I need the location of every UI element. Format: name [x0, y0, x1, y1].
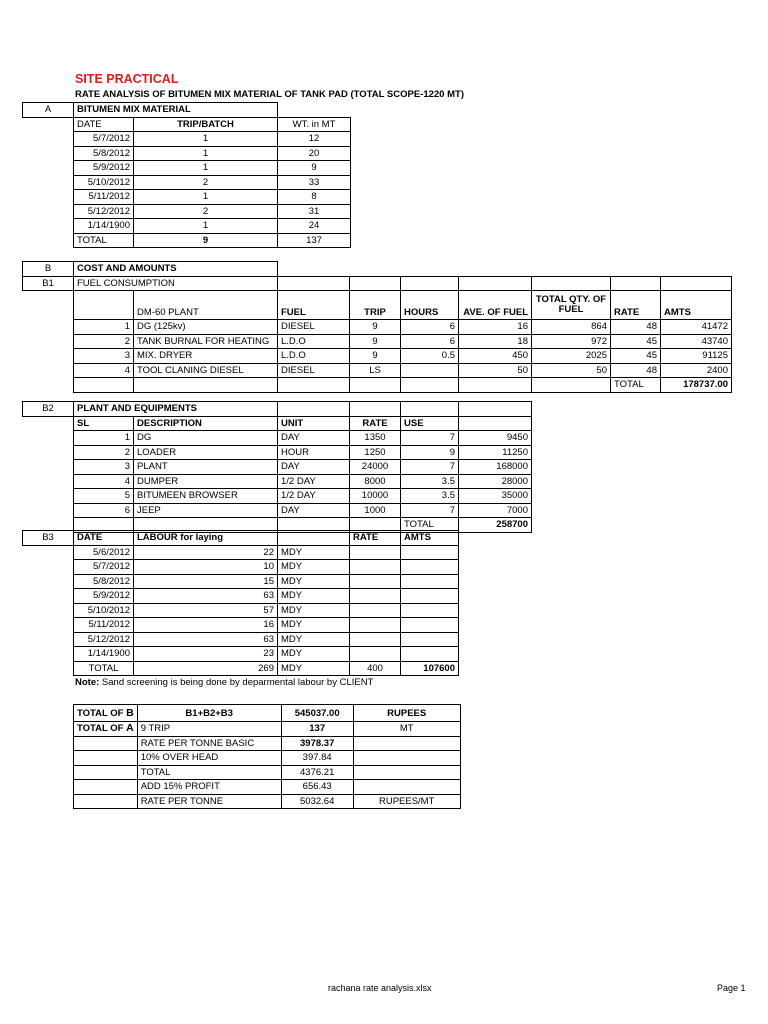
table-row: 6 JEEP DAY 1000 7 7000 [23, 503, 532, 518]
section-a-table [22, 102, 351, 248]
section-b-heading: COST AND AMOUNTS [74, 262, 278, 277]
table-row: 5 BITUMEEN BROWSER 1/2 DAY 10000 3.5 35000 [23, 489, 532, 504]
section-b-code: B [23, 262, 74, 277]
column-header: AMTS [401, 531, 459, 546]
column-header: RATE [350, 531, 401, 546]
column-header: TOTAL QTY. OF FUEL [532, 291, 611, 320]
section-b2-code: B2 [23, 402, 74, 417]
total-row: TOTAL 269 MDY 400 107600 [23, 661, 459, 676]
table-row: 5/10/2012 2 33 [23, 175, 351, 190]
table-row: 5/6/2012 22 MDY [23, 545, 459, 560]
column-header: RATE [350, 416, 401, 431]
section-b1-table [22, 261, 732, 393]
column-header: TRIP/BATCH [134, 117, 278, 132]
table-row: 1 DG (125kv) DIESEL 9 6 16 864 48 41472 [23, 320, 732, 335]
section-b1-code: B1 [23, 276, 74, 291]
table-row: ADD 15% PROFIT 656.43 [74, 780, 461, 795]
total-row: TOTAL 178737.00 [23, 378, 732, 393]
table-row: 2 LOADER HOUR 1250 9 11250 [23, 445, 532, 460]
table-row: 5/10/2012 57 MDY [23, 603, 459, 618]
total-of-a-unit: MT [353, 722, 460, 737]
table-row: 5/11/2012 1 8 [23, 190, 351, 205]
summary-table [73, 704, 461, 809]
table-row: 4 TOOL CLANING DIESEL DIESEL LS 50 50 48 2400 [23, 363, 732, 378]
note-label: Note: [75, 677, 100, 688]
table-row: 5/7/2012 1 12 [23, 132, 351, 147]
column-header: DM-60 PLANT [134, 291, 278, 320]
column-header: RATE [611, 291, 661, 320]
total-of-a-value: 137 [281, 722, 353, 737]
total-of-b-value: 545037.00 [281, 705, 353, 722]
section-a-heading: BITUMEN MIX MATERIAL [74, 103, 278, 118]
column-header: AMTS [661, 291, 732, 320]
table-row: 5/8/2012 1 20 [23, 146, 351, 161]
footer-filename: rachana rate analysis.xlsx [328, 983, 432, 993]
section-b2-heading: PLANT AND EQUIPMENTS [74, 402, 278, 417]
section-a-code: A [23, 103, 74, 118]
total-of-a-label: TOTAL OF A [74, 722, 138, 737]
column-header: LABOUR for laying [134, 531, 278, 546]
table-row: 5/12/2012 2 31 [23, 204, 351, 219]
column-header: UNIT [278, 416, 350, 431]
table-row: 5/7/2012 10 MDY [23, 560, 459, 575]
table-row: 5/12/2012 63 MDY [23, 632, 459, 647]
table-row: 1/14/1900 1 24 [23, 219, 351, 234]
total-of-b-label: TOTAL OF B [74, 705, 138, 722]
table-row: 3 PLANT DAY 24000 7 168000 [23, 460, 532, 475]
column-header: DATE [74, 117, 134, 132]
table-row: 2 TANK BURNAL FOR HEATING L.D.O 9 6 18 972 45 43740 [23, 334, 732, 349]
section-b2-table [22, 401, 532, 533]
table-row: 1/14/1900 23 MDY [23, 647, 459, 662]
section-b3-code: B3 [23, 531, 74, 546]
table-row: RATE PER TONNE 5032.64 RUPEES/MT [74, 794, 461, 809]
page-title: SITE PRACTICAL [75, 72, 179, 86]
note [75, 677, 373, 688]
section-b1-heading: FUEL CONSUMPTION [74, 276, 278, 291]
page-subtitle: RATE ANALYSIS OF BITUMEN MIX MATERIAL OF TANK PAD (TOTAL SCOPE-1220 MT) [75, 89, 464, 100]
total-of-b-unit: RUPEES [353, 705, 460, 722]
table-row: 4 DUMPER 1/2 DAY 8000 3.5 28000 [23, 474, 532, 489]
total-row: TOTAL 9 137 [23, 233, 351, 248]
total-of-b-formula: B1+B2+B3 [137, 705, 281, 722]
table-row: 3 MIX. DRYER L.D.O 9 0.5 450 2025 45 91125 [23, 349, 732, 364]
column-header: SL [74, 416, 134, 431]
total-of-a-desc: 9 TRIP [137, 722, 281, 737]
total-row: TOTAL 258700 [23, 518, 532, 533]
column-header: USE [401, 416, 459, 431]
table-row: 1 DG DAY 1350 7 9450 [23, 431, 532, 446]
column-header: DESCRIPTION [134, 416, 278, 431]
footer-page-number: Page 1 [717, 983, 746, 993]
table-row: 5/9/2012 63 MDY [23, 589, 459, 604]
column-header: FUEL [278, 291, 350, 320]
section-b3-table [22, 530, 459, 676]
table-row: RATE PER TONNE BASIC 3978.37 [74, 736, 461, 751]
table-row: TOTAL 4376.21 [74, 765, 461, 780]
column-header: HOURS [401, 291, 459, 320]
table-row: 5/8/2012 15 MDY [23, 574, 459, 589]
column-header: AVE. OF FUEL [459, 291, 532, 320]
table-row: 5/9/2012 1 9 [23, 161, 351, 176]
table-row: 10% OVER HEAD 397.84 [74, 751, 461, 766]
column-header: WT. in MT [278, 117, 351, 132]
table-row: 5/11/2012 16 MDY [23, 618, 459, 633]
column-header: TRIP [350, 291, 401, 320]
note-text: Sand screening is being done by deparmental labour by CLIENT [99, 677, 374, 688]
column-header: DATE [74, 531, 134, 546]
